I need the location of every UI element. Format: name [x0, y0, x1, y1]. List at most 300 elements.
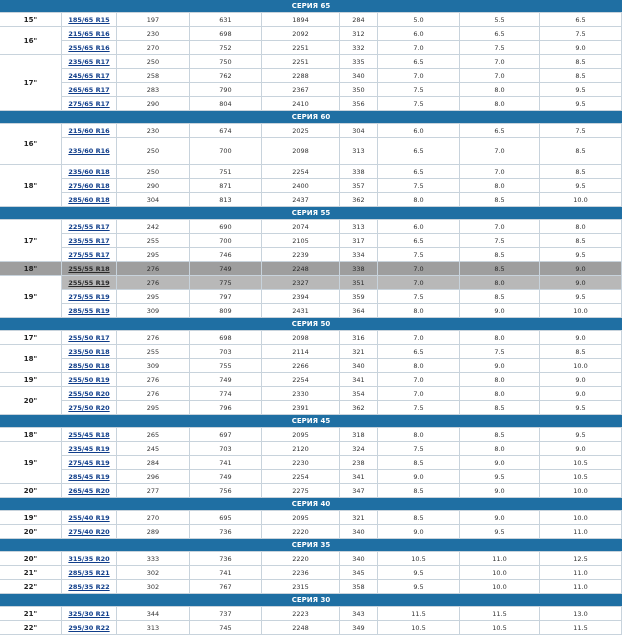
rim-size-label: 17" — [0, 55, 62, 111]
table-cell: 250 — [117, 55, 190, 69]
table-cell: 354 — [340, 387, 378, 401]
table-cell: 2248 — [262, 621, 340, 635]
table-cell: 5.5 — [460, 13, 540, 27]
table-cell: 333 — [117, 552, 190, 566]
table-cell: 2098 — [262, 138, 340, 165]
table-row — [0, 220, 622, 234]
rim-size-label: 18" — [0, 262, 62, 276]
table-cell: 790 — [190, 83, 262, 97]
table-cell: 364 — [340, 304, 378, 318]
table-cell: 7.0 — [460, 69, 540, 83]
tire-size-link[interactable]: 255/40 R19 — [62, 511, 117, 525]
table-cell: 7.0 — [460, 165, 540, 179]
rim-size-label: 19" — [0, 373, 62, 387]
table-cell: 8.0 — [378, 304, 460, 318]
table-cell: 276 — [117, 387, 190, 401]
tire-size-link[interactable]: 235/60 R16 — [62, 138, 117, 165]
table-cell: 2391 — [262, 401, 340, 415]
table-cell: 2266 — [262, 359, 340, 373]
table-cell: 309 — [117, 359, 190, 373]
table-cell: 2251 — [262, 41, 340, 55]
table-cell: 289 — [117, 525, 190, 539]
table-cell: 7.0 — [378, 387, 460, 401]
table-cell: 7.0 — [378, 373, 460, 387]
table-cell: 7.5 — [540, 27, 622, 41]
table-cell: 8.5 — [460, 428, 540, 442]
table-cell: 9.5 — [540, 401, 622, 415]
series-header: СЕРИЯ 40 — [0, 498, 622, 511]
table-cell: 2220 — [262, 525, 340, 539]
table-cell: 313 — [117, 621, 190, 635]
table-cell: 767 — [190, 580, 262, 594]
table-cell: 703 — [190, 345, 262, 359]
table-cell: 8.0 — [378, 359, 460, 373]
table-cell: 813 — [190, 193, 262, 207]
table-cell: 362 — [340, 401, 378, 415]
table-cell: 9.0 — [460, 304, 540, 318]
table-cell: 276 — [117, 373, 190, 387]
table-row — [0, 552, 622, 566]
table-cell: 871 — [190, 179, 262, 193]
table-cell: 7.5 — [378, 179, 460, 193]
rim-size-label: 17" — [0, 331, 62, 345]
table-cell: 8.5 — [540, 69, 622, 83]
table-cell: 749 — [190, 373, 262, 387]
table-cell: 674 — [190, 124, 262, 138]
table-cell: 2254 — [262, 165, 340, 179]
table-cell: 270 — [117, 511, 190, 525]
table-cell: 698 — [190, 27, 262, 41]
table-cell: 2327 — [262, 276, 340, 290]
table-cell: 6.5 — [378, 345, 460, 359]
table-row — [0, 27, 622, 41]
table-cell: 250 — [117, 138, 190, 165]
table-cell: 2288 — [262, 69, 340, 83]
table-cell: 9.0 — [378, 470, 460, 484]
tire-size-link[interactable]: 255/55 R19 — [62, 276, 117, 290]
table-cell: 2095 — [262, 511, 340, 525]
table-cell: 258 — [117, 69, 190, 83]
table-cell: 351 — [340, 276, 378, 290]
table-cell: 796 — [190, 401, 262, 415]
table-cell: 746 — [190, 248, 262, 262]
table-cell: 362 — [340, 193, 378, 207]
table-cell: 690 — [190, 220, 262, 234]
table-cell: 270 — [117, 41, 190, 55]
table-cell: 9.0 — [540, 262, 622, 276]
tire-size-link[interactable]: 285/35 R21 — [62, 566, 117, 580]
table-cell: 316 — [340, 331, 378, 345]
table-cell: 276 — [117, 262, 190, 276]
tire-size-link[interactable]: 285/45 R19 — [62, 470, 117, 484]
table-cell: 10.0 — [460, 580, 540, 594]
table-cell: 341 — [340, 470, 378, 484]
table-cell: 295 — [117, 401, 190, 415]
table-row — [0, 373, 622, 387]
table-cell: 2220 — [262, 552, 340, 566]
table-cell: 2367 — [262, 83, 340, 97]
table-cell: 265 — [117, 428, 190, 442]
table-cell: 741 — [190, 566, 262, 580]
table-cell: 9.5 — [378, 566, 460, 580]
table-cell: 809 — [190, 304, 262, 318]
table-cell: 751 — [190, 165, 262, 179]
table-cell: 2114 — [262, 345, 340, 359]
rim-size-label: 20" — [0, 484, 62, 498]
table-cell: 8.5 — [378, 456, 460, 470]
table-cell: 312 — [340, 27, 378, 41]
table-cell: 10.5 — [460, 621, 540, 635]
table-row — [0, 456, 622, 470]
series-header: СЕРИЯ 55 — [0, 207, 622, 220]
table-cell: 8.0 — [460, 276, 540, 290]
table-cell: 6.5 — [460, 27, 540, 41]
table-cell: 340 — [340, 359, 378, 373]
table-cell: 7.0 — [460, 55, 540, 69]
table-cell: 6.5 — [460, 124, 540, 138]
table-cell: 7.0 — [378, 69, 460, 83]
table-cell: 9.0 — [378, 525, 460, 539]
table-cell: 8.5 — [540, 55, 622, 69]
table-cell: 9.0 — [460, 484, 540, 498]
table-cell: 10.0 — [460, 566, 540, 580]
table-cell: 284 — [340, 13, 378, 27]
table-cell: 302 — [117, 566, 190, 580]
table-cell: 8.5 — [378, 511, 460, 525]
table-row — [0, 580, 622, 594]
table-cell: 749 — [190, 262, 262, 276]
tire-size-link[interactable]: 275/50 R20 — [62, 401, 117, 415]
table-cell: 8.0 — [460, 387, 540, 401]
series-header: СЕРИЯ 50 — [0, 318, 622, 331]
table-cell: 7.0 — [378, 262, 460, 276]
tire-size-link[interactable]: 235/60 R18 — [62, 165, 117, 179]
rim-size-label: 19" — [0, 511, 62, 525]
table-cell: 2095 — [262, 428, 340, 442]
table-cell: 2251 — [262, 55, 340, 69]
table-cell: 2120 — [262, 442, 340, 456]
table-cell: 9.5 — [460, 525, 540, 539]
table-cell: 8.0 — [460, 97, 540, 111]
tire-size-link[interactable]: 255/50 R19 — [62, 373, 117, 387]
table-cell: 295 — [117, 248, 190, 262]
tire-size-link[interactable]: 255/65 R16 — [62, 41, 117, 55]
table-cell: 11.0 — [540, 580, 622, 594]
table-cell: 350 — [340, 83, 378, 97]
table-cell: 9.5 — [540, 97, 622, 111]
table-cell: 1894 — [262, 13, 340, 27]
table-cell: 7.5 — [378, 97, 460, 111]
table-cell: 2074 — [262, 220, 340, 234]
table-cell: 9.5 — [540, 179, 622, 193]
table-cell: 9.0 — [540, 442, 622, 456]
table-cell: 8.5 — [540, 234, 622, 248]
tire-size-link[interactable]: 285/35 R22 — [62, 580, 117, 594]
table-cell: 7.0 — [378, 41, 460, 55]
table-cell: 9.0 — [460, 359, 540, 373]
table-cell: 357 — [340, 179, 378, 193]
table-cell: 277 — [117, 484, 190, 498]
table-cell: 7.0 — [460, 220, 540, 234]
series-header: СЕРИЯ 30 — [0, 594, 622, 607]
table-cell: 756 — [190, 484, 262, 498]
tire-size-link[interactable]: 235/50 R18 — [62, 345, 117, 359]
table-cell: 332 — [340, 41, 378, 55]
table-cell: 762 — [190, 69, 262, 83]
series-header: СЕРИЯ 65 — [0, 0, 622, 13]
rim-size-label: 19" — [0, 276, 62, 318]
tire-size-link[interactable]: 235/65 R17 — [62, 55, 117, 69]
table-row — [0, 387, 622, 401]
table-cell: 7.5 — [378, 290, 460, 304]
tire-size-link[interactable]: 285/55 R19 — [62, 304, 117, 318]
table-row — [0, 304, 622, 318]
tire-size-link[interactable]: 235/55 R17 — [62, 234, 117, 248]
tire-size-link[interactable]: 285/60 R18 — [62, 193, 117, 207]
table-cell: 745 — [190, 621, 262, 635]
table-cell: 9.5 — [540, 83, 622, 97]
table-cell: 2437 — [262, 193, 340, 207]
tire-size-link[interactable]: 315/35 R20 — [62, 552, 117, 566]
table-cell: 11.5 — [540, 621, 622, 635]
table-cell: 10.5 — [378, 552, 460, 566]
table-cell: 321 — [340, 511, 378, 525]
table-cell: 7.5 — [460, 234, 540, 248]
table-cell: 10.0 — [540, 359, 622, 373]
table-cell: 8.0 — [460, 373, 540, 387]
rim-size-label: 21" — [0, 566, 62, 580]
table-row — [0, 442, 622, 456]
table-cell: 774 — [190, 387, 262, 401]
tire-size-link[interactable]: 275/65 R17 — [62, 97, 117, 111]
table-cell: 6.5 — [378, 165, 460, 179]
table-row — [0, 359, 622, 373]
table-cell: 9.5 — [540, 290, 622, 304]
table-row — [0, 69, 622, 83]
table-row — [0, 428, 622, 442]
table-cell: 8.0 — [378, 428, 460, 442]
table-cell: 6.5 — [378, 234, 460, 248]
tire-size-link[interactable]: 235/45 R19 — [62, 442, 117, 456]
table-cell: 255 — [117, 345, 190, 359]
table-cell: 736 — [190, 525, 262, 539]
table-cell: 8.0 — [460, 179, 540, 193]
table-cell: 309 — [117, 304, 190, 318]
tire-size-link[interactable]: 255/55 R18 — [62, 262, 117, 276]
table-cell: 2431 — [262, 304, 340, 318]
table-cell: 2248 — [262, 262, 340, 276]
table-cell: 9.5 — [540, 248, 622, 262]
table-row — [0, 165, 622, 179]
table-cell: 7.0 — [378, 331, 460, 345]
table-cell: 230 — [117, 27, 190, 41]
tire-size-link[interactable]: 225/55 R17 — [62, 220, 117, 234]
table-cell: 10.5 — [540, 456, 622, 470]
table-cell: 283 — [117, 83, 190, 97]
tire-size-link[interactable]: 245/65 R17 — [62, 69, 117, 83]
table-cell: 11.0 — [540, 566, 622, 580]
rim-size-label: 16" — [0, 27, 62, 55]
table-cell: 9.0 — [540, 387, 622, 401]
tire-size-link[interactable]: 275/60 R18 — [62, 179, 117, 193]
table-cell: 7.0 — [460, 138, 540, 165]
table-cell: 10.5 — [378, 621, 460, 635]
table-cell: 290 — [117, 179, 190, 193]
table-cell: 11.0 — [460, 552, 540, 566]
table-cell: 736 — [190, 552, 262, 566]
table-cell: 752 — [190, 41, 262, 55]
tire-size-link[interactable]: 295/30 R22 — [62, 621, 117, 635]
table-cell: 11.5 — [378, 607, 460, 621]
table-cell: 2315 — [262, 580, 340, 594]
tire-size-link[interactable]: 255/50 R20 — [62, 387, 117, 401]
table-cell: 2239 — [262, 248, 340, 262]
table-row — [0, 83, 622, 97]
tire-size-link[interactable]: 275/55 R17 — [62, 248, 117, 262]
table-cell: 7.5 — [540, 124, 622, 138]
table-cell: 8.5 — [460, 290, 540, 304]
table-cell: 10.5 — [540, 470, 622, 484]
table-cell: 335 — [340, 55, 378, 69]
rim-size-label: 17" — [0, 220, 62, 262]
tire-size-link[interactable]: 275/40 R20 — [62, 525, 117, 539]
rim-size-label: 21" — [0, 607, 62, 621]
rim-size-label: 18" — [0, 345, 62, 373]
table-cell: 338 — [340, 262, 378, 276]
table-cell: 7.5 — [378, 401, 460, 415]
series-header: СЕРИЯ 60 — [0, 111, 622, 124]
table-cell: 10.0 — [540, 193, 622, 207]
tire-size-link[interactable]: 265/65 R17 — [62, 83, 117, 97]
table-cell: 6.5 — [378, 138, 460, 165]
table-cell: 2223 — [262, 607, 340, 621]
table-cell: 9.0 — [540, 41, 622, 55]
table-cell: 6.0 — [378, 27, 460, 41]
table-row — [0, 511, 622, 525]
table-cell: 697 — [190, 428, 262, 442]
table-cell: 250 — [117, 165, 190, 179]
table-cell: 290 — [117, 97, 190, 111]
table-cell: 703 — [190, 442, 262, 456]
rim-size-label: 15" — [0, 13, 62, 27]
table-cell: 197 — [117, 13, 190, 27]
table-cell: 304 — [340, 124, 378, 138]
table-cell: 356 — [340, 97, 378, 111]
table-cell: 8.5 — [378, 484, 460, 498]
table-cell: 750 — [190, 55, 262, 69]
table-cell: 11.5 — [460, 607, 540, 621]
table-cell: 10.0 — [540, 484, 622, 498]
table-row — [0, 621, 622, 635]
table-row — [0, 13, 622, 27]
table-cell: 8.0 — [378, 193, 460, 207]
table-cell: 8.0 — [460, 331, 540, 345]
table-cell: 2394 — [262, 290, 340, 304]
tire-size-link[interactable]: 185/65 R15 — [62, 13, 117, 27]
table-cell: 334 — [340, 248, 378, 262]
table-cell: 8.5 — [540, 165, 622, 179]
table-cell: 749 — [190, 470, 262, 484]
table-cell: 313 — [340, 220, 378, 234]
table-row — [0, 401, 622, 415]
table-cell: 8.5 — [460, 262, 540, 276]
table-cell: 358 — [340, 580, 378, 594]
table-cell: 2330 — [262, 387, 340, 401]
table-cell: 5.0 — [378, 13, 460, 27]
tire-size-link[interactable]: 255/50 R17 — [62, 331, 117, 345]
table-cell: 7.5 — [460, 345, 540, 359]
table-cell: 2105 — [262, 234, 340, 248]
table-cell: 8.5 — [540, 345, 622, 359]
table-cell: 296 — [117, 470, 190, 484]
tire-size-link[interactable]: 215/60 R16 — [62, 124, 117, 138]
table-row — [0, 262, 622, 276]
table-cell: 8.0 — [460, 442, 540, 456]
table-row — [0, 276, 622, 290]
tire-size-link[interactable]: 325/30 R21 — [62, 607, 117, 621]
table-cell: 2410 — [262, 97, 340, 111]
series-header: СЕРИЯ 35 — [0, 539, 622, 552]
table-row — [0, 345, 622, 359]
table-cell: 6.0 — [378, 220, 460, 234]
table-cell: 2254 — [262, 470, 340, 484]
table-cell: 340 — [340, 552, 378, 566]
table-cell: 2025 — [262, 124, 340, 138]
table-cell: 2098 — [262, 331, 340, 345]
table-cell: 9.0 — [460, 511, 540, 525]
tire-size-link[interactable]: 285/50 R18 — [62, 359, 117, 373]
table-cell: 8.5 — [460, 248, 540, 262]
table-cell: 8.5 — [460, 193, 540, 207]
rim-size-label: 19" — [0, 442, 62, 484]
table-cell: 9.0 — [540, 373, 622, 387]
table-cell: 11.0 — [540, 525, 622, 539]
tire-size-link[interactable]: 265/45 R20 — [62, 484, 117, 498]
table-cell: 340 — [340, 69, 378, 83]
tire-size-link[interactable]: 275/45 R19 — [62, 456, 117, 470]
table-cell: 276 — [117, 331, 190, 345]
table-cell: 317 — [340, 234, 378, 248]
table-row — [0, 234, 622, 248]
table-cell: 9.5 — [378, 580, 460, 594]
tire-size-link[interactable]: 215/65 R16 — [62, 27, 117, 41]
table-cell: 242 — [117, 220, 190, 234]
table-cell: 13.0 — [540, 607, 622, 621]
rim-size-label: 20" — [0, 387, 62, 415]
rim-size-label: 18" — [0, 165, 62, 207]
table-cell: 2275 — [262, 484, 340, 498]
table-row — [0, 484, 622, 498]
table-cell: 9.0 — [540, 276, 622, 290]
table-cell: 359 — [340, 290, 378, 304]
table-cell: 695 — [190, 511, 262, 525]
table-cell: 2254 — [262, 373, 340, 387]
table-cell: 804 — [190, 97, 262, 111]
series-header: СЕРИЯ 45 — [0, 415, 622, 428]
rim-size-label: 20" — [0, 552, 62, 566]
table-row — [0, 290, 622, 304]
table-cell: 775 — [190, 276, 262, 290]
table-cell: 245 — [117, 442, 190, 456]
table-cell: 9.0 — [460, 456, 540, 470]
table-cell: 6.5 — [378, 55, 460, 69]
tire-size-link[interactable]: 275/55 R19 — [62, 290, 117, 304]
table-cell: 741 — [190, 456, 262, 470]
tire-size-link[interactable]: 255/45 R18 — [62, 428, 117, 442]
table-cell: 255 — [117, 234, 190, 248]
table-cell: 10.0 — [540, 511, 622, 525]
table-row — [0, 97, 622, 111]
